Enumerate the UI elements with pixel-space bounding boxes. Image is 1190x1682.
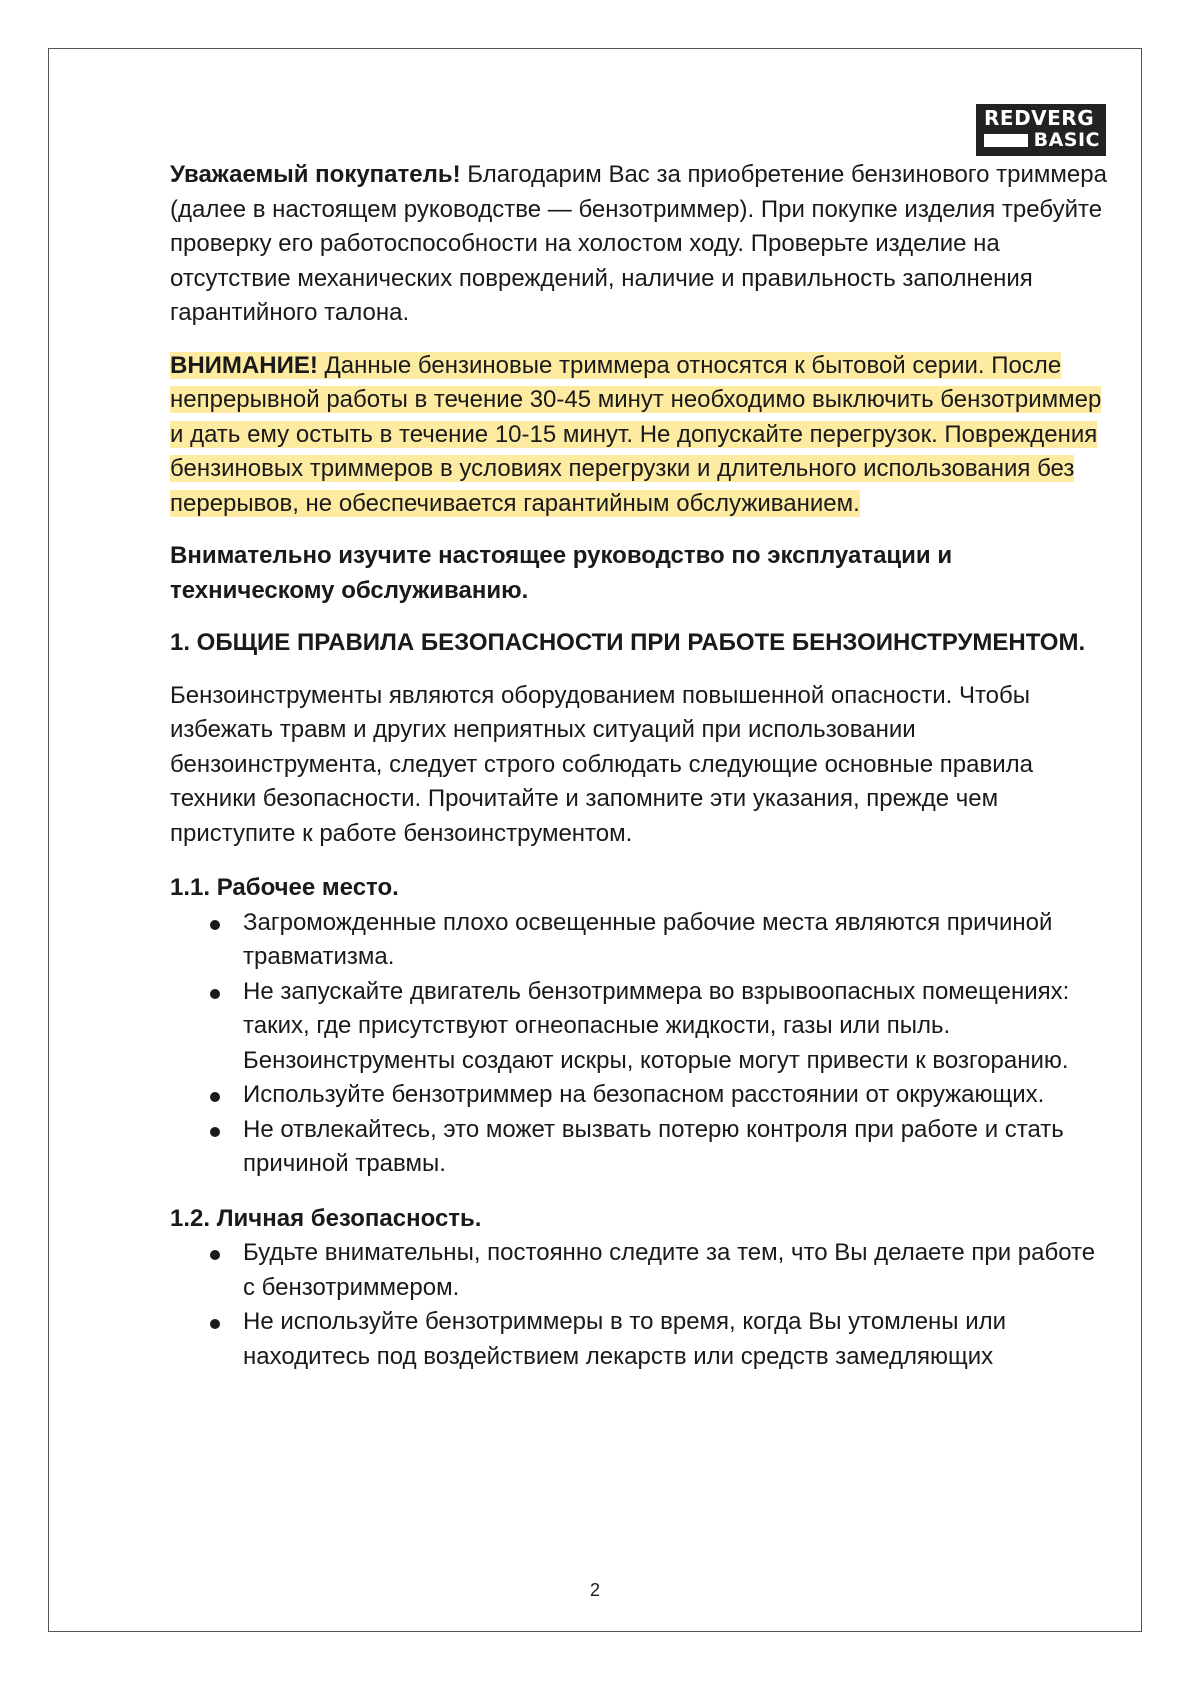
list-item: Не отвлекайтесь, это может вызвать потерю контроля при работе и стать причиной травмы. — [170, 1113, 1110, 1182]
list-item: Не используйте бензотриммеры в то время, когда Вы утомлены или находитесь под воздействием лекарств или средств замедляющих — [170, 1305, 1110, 1374]
warning-text: Данные бензиновые триммера относятся к бытовой серии. После непрерывной работы в течение 30-45 минут необходимо выключить бензотриммер и дать ему остыть в течение 10-15 минут. Не допускайте перегрузок. Повреждения бензиновых триммеров в условиях перегрузки и длительного использования без перерывов, не обеспечивается гарантийным обслуживанием. — [170, 351, 1102, 517]
intro-text: Благодарим Вас за приобретение бензинового триммера (далее в настоящем руководстве — бензотриммер). При покупке изделия требуйте проверку его работоспособности на холостом ходу. Проверьте изделие на отсутствие механических повреждений, наличие и правильность заполнения гарантийного талона. — [170, 161, 1107, 326]
document-body — [170, 158, 1110, 1374]
personal-safety-list — [170, 1236, 1110, 1374]
section-1-title: 1. ОБЩИЕ ПРАВИЛА БЕЗОПАСНОСТИ ПРИ РАБОТЕ БЕНЗОИНСТРУМЕНТОМ. — [170, 629, 1086, 656]
warning-paragraph — [170, 349, 1110, 522]
workplace-list — [170, 906, 1110, 1182]
logo-line-1: REDVERG — [984, 106, 1095, 130]
intro-greeting: Уважаемый покупатель! — [170, 161, 461, 188]
intro-paragraph — [170, 158, 1110, 331]
logo-line-2-row — [984, 131, 1100, 150]
logo-line-2: BASIC — [1033, 129, 1100, 151]
list-item: Не запускайте двигатель бензотриммера во взрывоопасных помещениях: таких, где присутствуют огнеопасные жидкости, газы или пыль. Бензоинструменты создают искры, которые могут привести к возгоранию. — [170, 975, 1110, 1079]
study-note: Внимательно изучите настоящее руководство по эксплуатации и техническому обслуживанию. — [170, 542, 953, 604]
logo-bar — [984, 134, 1028, 147]
brand-logo — [976, 104, 1106, 156]
section-1-1-title: 1.1. Рабочее место. — [170, 874, 399, 901]
section-1-text: Бензоинструменты являются оборудованием повышенной опасности. Чтобы избежать травм и других неприятных ситуаций при использовании бензоинструмента, следует строго соблюдать следующие основные правила техники безопасности. Прочитайте и запомните эти указания, прежде чем приступите к работе бензоинструментом. — [170, 681, 1033, 847]
warning-label: ВНИМАНИЕ! — [170, 351, 318, 379]
list-item: Используйте бензотриммер на безопасном расстоянии от окружающих. — [170, 1078, 1110, 1113]
page-number: 2 — [589, 1580, 600, 1600]
list-item: Будьте внимательны, постоянно следите за тем, что Вы делаете при работе с бензотриммером. — [170, 1236, 1110, 1305]
section-1-2-title: 1.2. Личная безопасность. — [170, 1204, 482, 1232]
list-item: Загроможденные плохо освещенные рабочие места являются причиной травматизма. — [170, 906, 1110, 975]
